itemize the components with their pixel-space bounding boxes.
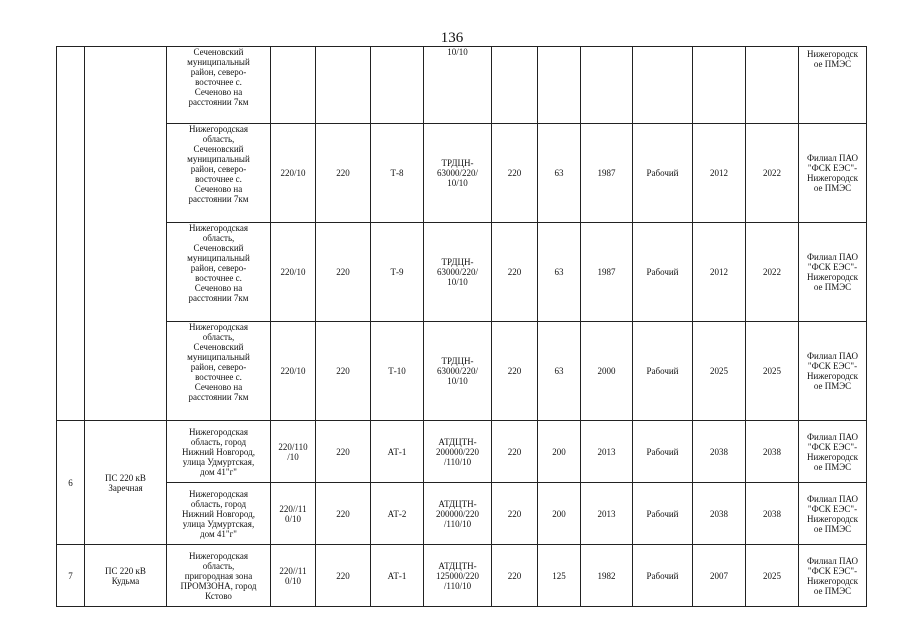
cell-status: Рабочий bbox=[633, 421, 693, 483]
cell-power bbox=[538, 47, 581, 124]
cell-type: АТДЦТН- 200000/220 /110/10 bbox=[424, 483, 492, 545]
cell-voltage: 220 bbox=[316, 124, 371, 223]
cell-v-hv: 220 bbox=[492, 421, 538, 483]
cell-voltage bbox=[316, 47, 371, 124]
cell-designation: Т-8 bbox=[371, 124, 424, 223]
cell-year: 2013 bbox=[581, 421, 633, 483]
table-row bbox=[57, 483, 867, 545]
page-number: 136 bbox=[440, 30, 464, 46]
cell-power: 200 bbox=[538, 483, 581, 545]
cell-substation: ПС 220 кВ Заречная bbox=[85, 421, 167, 545]
cell-designation: АТ-1 bbox=[371, 545, 424, 607]
cell-owner: Нижегородск ое ПМЭС bbox=[799, 47, 867, 124]
cell-year-1: 2012 bbox=[693, 124, 746, 223]
cell-year-1 bbox=[693, 47, 746, 124]
cell-year: 1987 bbox=[581, 223, 633, 322]
cell-v-hv bbox=[492, 47, 538, 124]
cell-location: Нижегородская область, пригородная зона ПРОМЗОНА, город Кстово bbox=[167, 545, 271, 607]
table-row bbox=[57, 545, 867, 607]
cell-substation: ПС 220 кВ Кудьма bbox=[85, 545, 167, 607]
cell-year-2: 2038 bbox=[746, 421, 799, 483]
cell-owner: Филиал ПАО "ФСК ЕЭС"- Нижегородск ое ПМЭС bbox=[799, 223, 867, 322]
cell-voltage: 220 bbox=[316, 545, 371, 607]
cell-power: 200 bbox=[538, 421, 581, 483]
cell-year-1: 2038 bbox=[693, 421, 746, 483]
cell-year: 2000 bbox=[581, 322, 633, 421]
cell-type: 10/10 bbox=[424, 47, 492, 124]
cell-year-2: 2022 bbox=[746, 223, 799, 322]
cell-year-1: 2038 bbox=[693, 483, 746, 545]
cell-voltage-class: 220/10 bbox=[271, 322, 316, 421]
cell-designation: Т-9 bbox=[371, 223, 424, 322]
cell-location: Нижегородская область, Сеченовский муниципальный район, северо- восточнее с. Сеченово на расстоянии 7км bbox=[167, 124, 271, 223]
cell-type: АТДЦТН- 200000/220 /110/10 bbox=[424, 421, 492, 483]
cell-year: 2013 bbox=[581, 483, 633, 545]
table-row bbox=[57, 322, 867, 421]
table-row bbox=[57, 124, 867, 223]
cell-voltage-class: 220/10 bbox=[271, 124, 316, 223]
cell-designation: АТ-2 bbox=[371, 483, 424, 545]
cell-type: ТРДЦН- 63000/220/ 10/10 bbox=[424, 322, 492, 421]
cell-voltage-class bbox=[271, 47, 316, 124]
cell-voltage: 220 bbox=[316, 483, 371, 545]
cell-year-2: 2022 bbox=[746, 124, 799, 223]
cell-status bbox=[633, 47, 693, 124]
cell-power: 63 bbox=[538, 223, 581, 322]
cell-type: АТДЦТН- 125000/220 /110/10 bbox=[424, 545, 492, 607]
cell-status: Рабочий bbox=[633, 545, 693, 607]
cell-year-2 bbox=[746, 47, 799, 124]
cell-type: ТРДЦН- 63000/220/ 10/10 bbox=[424, 223, 492, 322]
cell-voltage: 220 bbox=[316, 421, 371, 483]
cell-year: 1987 bbox=[581, 124, 633, 223]
table-row bbox=[57, 47, 867, 124]
cell-v-hv: 220 bbox=[492, 322, 538, 421]
table-row bbox=[57, 421, 867, 483]
cell-v-hv: 220 bbox=[492, 545, 538, 607]
cell-voltage-class: 220/110 /10 bbox=[271, 421, 316, 483]
cell-v-hv: 220 bbox=[492, 124, 538, 223]
cell-voltage: 220 bbox=[316, 322, 371, 421]
cell-voltage: 220 bbox=[316, 223, 371, 322]
cell-owner: Филиал ПАО "ФСК ЕЭС"- Нижегородск ое ПМЭС bbox=[799, 322, 867, 421]
cell-year-2: 2025 bbox=[746, 545, 799, 607]
cell-type: ТРДЦН- 63000/220/ 10/10 bbox=[424, 124, 492, 223]
cell-status: Рабочий bbox=[633, 124, 693, 223]
cell-designation bbox=[371, 47, 424, 124]
cell-substation bbox=[85, 47, 167, 421]
cell-location: Нижегородская область, Сеченовский муниципальный район, северо- восточнее с. Сеченово на расстоянии 7км bbox=[167, 322, 271, 421]
cell-number: 7 bbox=[57, 545, 85, 607]
cell-owner: Филиал ПАО "ФСК ЕЭС"- Нижегородск ое ПМЭС bbox=[799, 124, 867, 223]
cell-voltage-class: 220//11 0/10 bbox=[271, 483, 316, 545]
cell-location: Нижегородская область, город Нижний Новгород, улица Удмуртская, дом 41"г" bbox=[167, 421, 271, 483]
cell-year bbox=[581, 47, 633, 124]
cell-status: Рабочий bbox=[633, 223, 693, 322]
cell-year-1: 2012 bbox=[693, 223, 746, 322]
cell-status: Рабочий bbox=[633, 483, 693, 545]
cell-location: Нижегородская область, город Нижний Новгород, улица Удмуртская, дом 41"г" bbox=[167, 483, 271, 545]
cell-owner: Филиал ПАО "ФСК ЕЭС"- Нижегородск ое ПМЭС bbox=[799, 421, 867, 483]
cell-voltage-class: 220/10 bbox=[271, 223, 316, 322]
cell-year: 1982 bbox=[581, 545, 633, 607]
cell-power: 125 bbox=[538, 545, 581, 607]
cell-power: 63 bbox=[538, 124, 581, 223]
cell-year-1: 2025 bbox=[693, 322, 746, 421]
cell-power: 63 bbox=[538, 322, 581, 421]
cell-v-hv: 220 bbox=[492, 223, 538, 322]
table-row bbox=[57, 223, 867, 322]
cell-number: 6 bbox=[57, 421, 85, 545]
cell-year-2: 2025 bbox=[746, 322, 799, 421]
cell-location: Сеченовский муниципальный район, северо- восточнее с. Сеченово на расстоянии 7км bbox=[167, 47, 271, 124]
cell-year-1: 2007 bbox=[693, 545, 746, 607]
cell-status: Рабочий bbox=[633, 322, 693, 421]
cell-location: Нижегородская область, Сеченовский муниципальный район, северо- восточнее с. Сеченово на расстоянии 7км bbox=[167, 223, 271, 322]
transformer-table bbox=[56, 46, 867, 607]
cell-designation: АТ-1 bbox=[371, 421, 424, 483]
cell-v-hv: 220 bbox=[492, 483, 538, 545]
cell-owner: Филиал ПАО "ФСК ЕЭС"- Нижегородск ое ПМЭС bbox=[799, 483, 867, 545]
cell-designation: Т-10 bbox=[371, 322, 424, 421]
cell-number bbox=[57, 47, 85, 421]
cell-voltage-class: 220//11 0/10 bbox=[271, 545, 316, 607]
cell-owner: Филиал ПАО "ФСК ЕЭС"- Нижегородск ое ПМЭС bbox=[799, 545, 867, 607]
cell-year-2: 2038 bbox=[746, 483, 799, 545]
